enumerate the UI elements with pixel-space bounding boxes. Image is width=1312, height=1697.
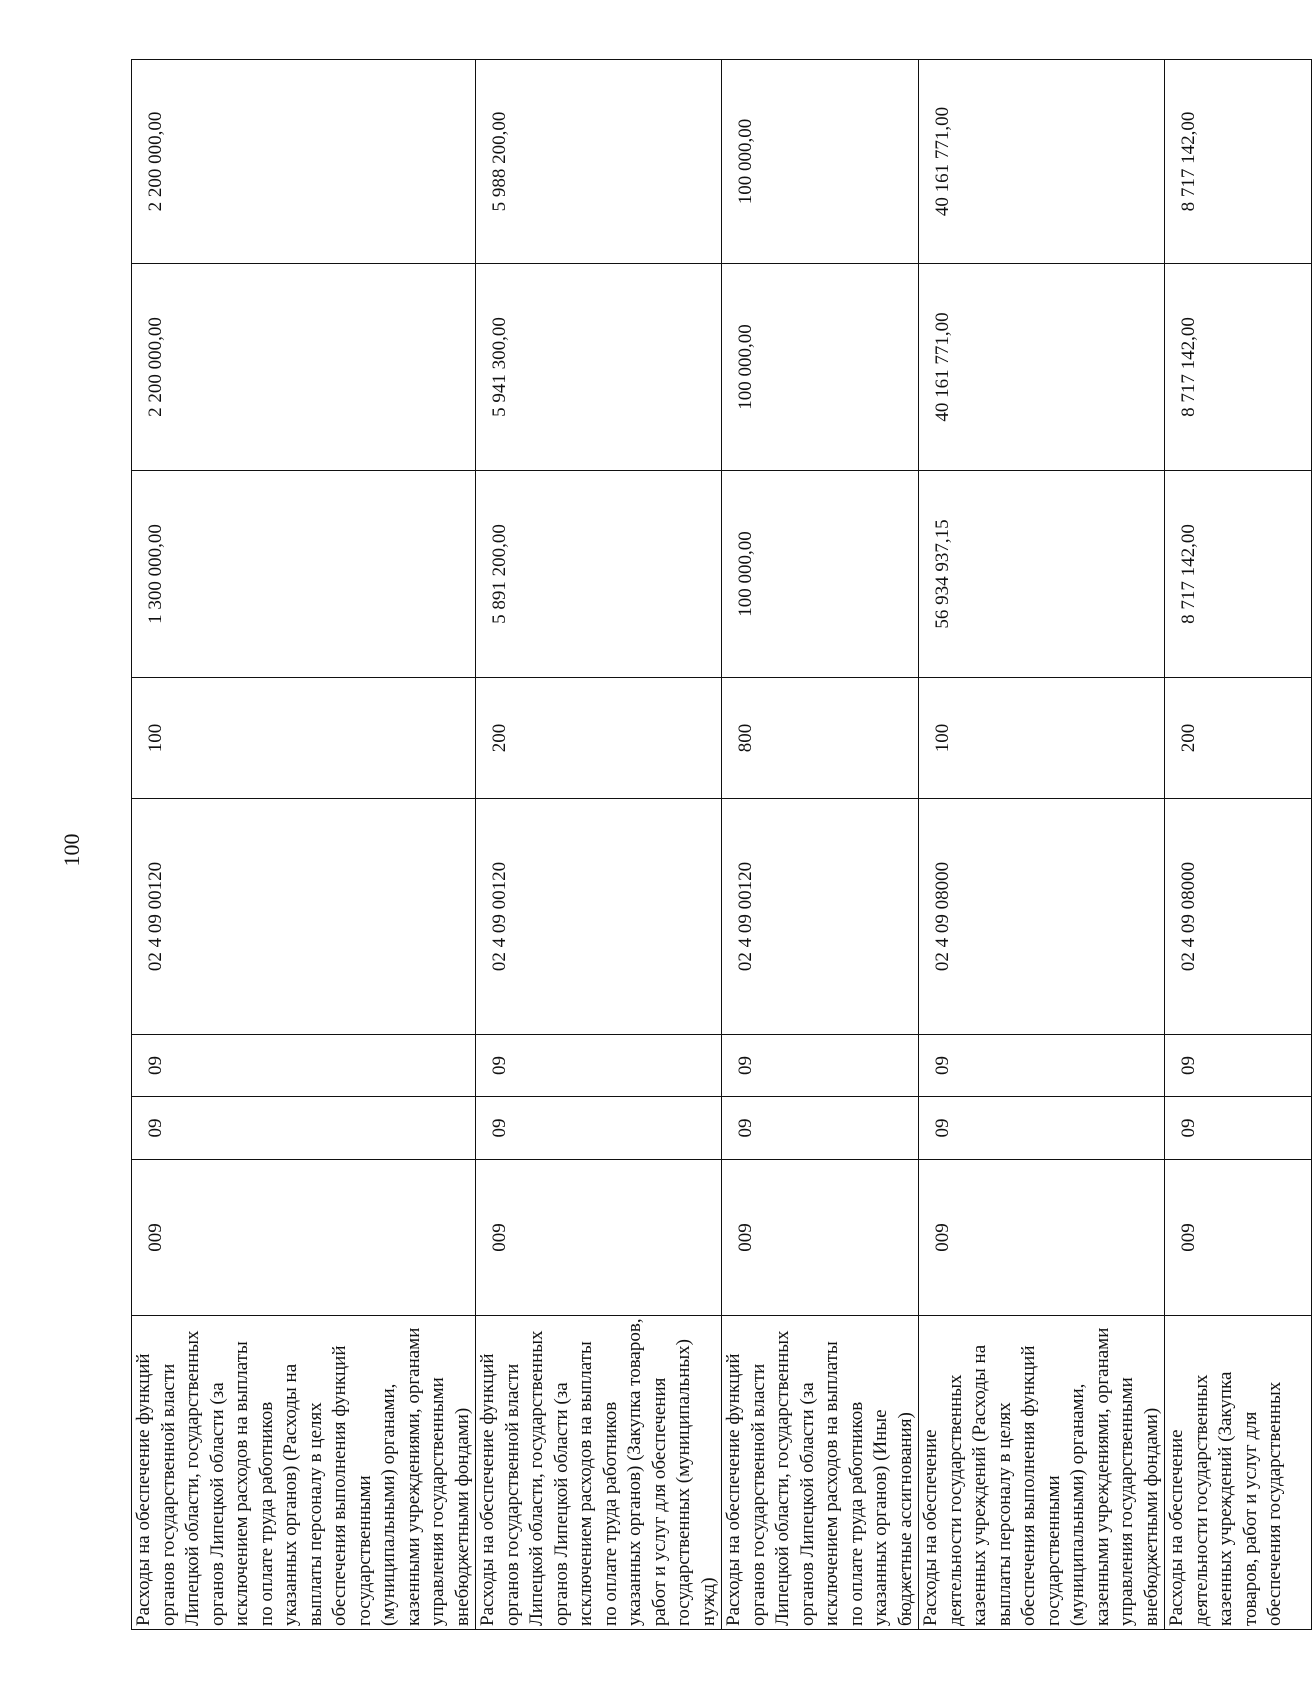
target-article-code: 02 4 09 00120 <box>476 799 722 1035</box>
section-code: 09 <box>476 1097 722 1160</box>
amount-2: 100 000,00 <box>722 264 919 471</box>
amount-1: 8 717 142,00 <box>1165 471 1312 678</box>
expense-description: Расходы на обеспечение деятельности государственных казенных учреждений (Закупка товаров, работ и услуг для обеспечения государственных <box>1165 1316 1312 1630</box>
expense-description: Расходы на обеспечение функций органов государственной власти Липецкой области, государственных органов Липецкой области (за исключением расходов на выплаты по оплате труда работников указанных органов) (Расходы на выплаты персоналу в целях обеспечения выполнения функций государственными (муниципальными) органами, казенными учреждениями, органами управления государственными внебюджетными фондами) <box>132 1316 476 1630</box>
section-code: 09 <box>1165 1097 1312 1160</box>
table-row <box>919 60 1165 1630</box>
grbs-code: 009 <box>1165 1160 1312 1316</box>
expense-description: Расходы на обеспечение функций органов государственной власти Липецкой области, государственных органов Липецкой области (за исключением расходов на выплаты по оплате труда работников указанных органов) (Иные бюджетные ассигнования) <box>722 1316 919 1630</box>
expense-type-code: 800 <box>722 678 919 799</box>
subsection-code: 09 <box>919 1035 1165 1097</box>
amount-1: 100 000,00 <box>722 471 919 678</box>
expense-type-code: 100 <box>132 678 476 799</box>
subsection-code: 09 <box>132 1035 476 1097</box>
table-row <box>476 60 722 1630</box>
section-code: 09 <box>919 1097 1165 1160</box>
amount-2: 2 200 000,00 <box>132 264 476 471</box>
table-row <box>1165 60 1312 1630</box>
section-code: 09 <box>722 1097 919 1160</box>
amount-3: 40 161 771,00 <box>919 60 1165 264</box>
table-row <box>722 60 919 1630</box>
rotated-table-container <box>131 60 1285 1630</box>
expense-type-code: 100 <box>919 678 1165 799</box>
target-article-code: 02 4 09 00120 <box>132 799 476 1035</box>
expense-type-code: 200 <box>476 678 722 799</box>
grbs-code: 009 <box>476 1160 722 1316</box>
target-article-code: 02 4 09 08000 <box>919 799 1165 1035</box>
amount-3: 100 000,00 <box>722 60 919 264</box>
amount-3: 2 200 000,00 <box>132 60 476 264</box>
subsection-code: 09 <box>722 1035 919 1097</box>
amount-1: 5 891 200,00 <box>476 471 722 678</box>
grbs-code: 009 <box>722 1160 919 1316</box>
subsection-code: 09 <box>476 1035 722 1097</box>
budget-table <box>131 59 1312 1630</box>
subsection-code: 09 <box>1165 1035 1312 1097</box>
amount-3: 8 717 142,00 <box>1165 60 1312 264</box>
expense-description: Расходы на обеспечение функций органов государственной власти Липецкой области, государственных органов Липецкой области (за исключением расходов на выплаты по оплате труда работников указанных органов) (Закупка товаров, работ и услуг для обеспечения государственных (муниципальных) нужд) <box>476 1316 722 1630</box>
amount-1: 56 934 937,15 <box>919 471 1165 678</box>
grbs-code: 009 <box>132 1160 476 1316</box>
amount-1: 1 300 000,00 <box>132 471 476 678</box>
target-article-code: 02 4 09 00120 <box>722 799 919 1035</box>
amount-2: 8 717 142,00 <box>1165 264 1312 471</box>
grbs-code: 009 <box>919 1160 1165 1316</box>
amount-3: 5 988 200,00 <box>476 60 722 264</box>
target-article-code: 02 4 09 08000 <box>1165 799 1312 1035</box>
amount-2: 40 161 771,00 <box>919 264 1165 471</box>
expense-description: Расходы на обеспечение деятельности государственных казенных учреждений (Расходы на выплаты персоналу в целях обеспечения выполнения функций государственными (муниципальными) органами, казенными учреждениями, органами управления государственными внебюджетными фондами) <box>919 1316 1165 1630</box>
table-row <box>132 60 476 1630</box>
page-number: 100 <box>59 833 84 867</box>
section-code: 09 <box>132 1097 476 1160</box>
amount-2: 5 941 300,00 <box>476 264 722 471</box>
expense-type-code: 200 <box>1165 678 1312 799</box>
